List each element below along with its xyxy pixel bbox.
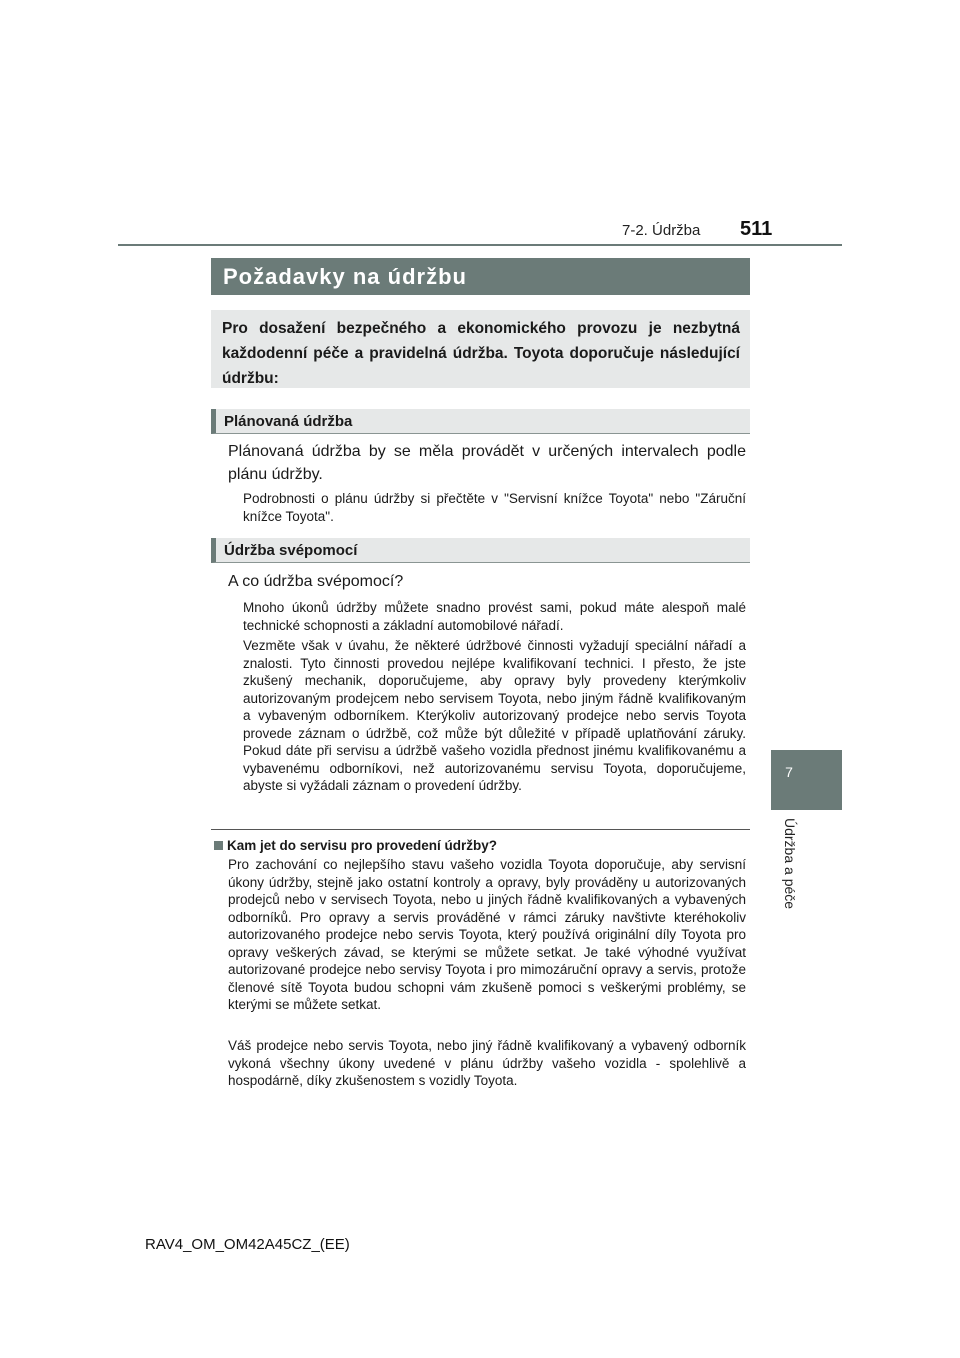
note-paragraph: Pro zachování co nejlepšího stavu vašeho vozidla Toyota doporučuje, aby servisní úkony údržby, stejně jako ostatní kontroly a opravy, byly prováděny u autorizovaných prodejců nebo v servisech Toyota, nebo u jiných řádně kvalifikovaných a vybavených odborníků. Pro opravy a servis prováděné v rámci záruky navštivte kteréhokoliv autorizovaného prodejce nebo servis Toyota, který používá originální díly Toyota pro opravy veškerých závad, se kterými se můžete setkat. Je také výhodné využívat autorizované prodejce nebo servisy Toyota i pro mimozáruční opravy a servis, protože členové sítě Toyota budou schopni vám zkušeně pomoci s veškerými problémy, se kterými se můžete setkat. bbox=[228, 857, 746, 1012]
section-heading-self: Údržba svépomocí bbox=[211, 538, 750, 563]
note-heading bbox=[214, 838, 497, 853]
header-rule bbox=[118, 244, 842, 246]
section-paragraph: Podrobnosti o plánu údržby si přečtěte v "Servisní knížce Toyota" nebo "Záruční knížce Toyota". bbox=[243, 491, 746, 524]
page-number: 511 bbox=[740, 218, 773, 240]
chapter-tab bbox=[771, 750, 842, 810]
note-heading-text: Kam jet do servisu pro provedení údržby? bbox=[227, 838, 498, 853]
chapter-label bbox=[782, 818, 804, 928]
document-code: RAV4_OM_OM42A45CZ_(EE) bbox=[145, 1236, 350, 1253]
chapter-number: 7 bbox=[785, 764, 793, 780]
section-paragraph: Vezměte však v úvahu, že některé údržbové činnosti vyžadují speciální nářadí a znalosti. Tyto činnosti provedou nejlépe kvalifikovaní technici. I přesto, že jste zkušený mechanik, doporučujeme, aby opravy byly provedeny kterýmkoliv autorizovaným prodejcem nebo servisem Toyota, nebo jiným řádně kvalifikovaným a vybaveným odborníkem. Kterýkoliv autorizovaný prodejce nebo servis Toyota provede záznam o údržbě, což může být důležité v případě uplatňování záruky. Pokud dáte při servisu a údržbě vašeho vozidla přednost jinému kvalifikovanému a vybavenému odborníkovi, než autorizovanému servisu Toyota, doporučujeme, abyste si vyžádali záznam o provedení údržby. bbox=[243, 638, 746, 793]
section-heading-planned: Plánovaná údržba bbox=[211, 409, 750, 434]
chapter-label-text: Údržba a péče bbox=[782, 818, 798, 910]
section-lead-self: A co údržba svépomocí? bbox=[228, 573, 404, 590]
section-lead-planned: Plánovaná údržba by se měla provádět v určených intervalech podle plánu údržby. bbox=[228, 443, 746, 483]
page-title: Požadavky na údržbu bbox=[211, 258, 750, 295]
section-header: 7-2. Údržba bbox=[622, 222, 701, 239]
section-paragraph: Mnoho úkonů údržby můžete snadno provést sami, pokud máte alespoň malé technické schopnosti a základní automobilové nářadí. bbox=[243, 600, 746, 633]
intro-box: Pro dosažení bezpečného a ekonomického provozu je nezbytná každodenní péče a pravidelná údržba. Toyota doporučuje následující údržbu: bbox=[211, 310, 750, 388]
square-bullet-icon bbox=[214, 841, 223, 850]
note-divider bbox=[211, 829, 750, 830]
note-paragraph: Váš prodejce nebo servis Toyota, nebo jiný řádně kvalifikovaný a vybavený odborník vykoná všechny úkony uvedené v plánu údržby vašeho vozidla - spolehlivě a hospodárně, díky zkušenostem s vozidly Toyota. bbox=[228, 1038, 746, 1088]
